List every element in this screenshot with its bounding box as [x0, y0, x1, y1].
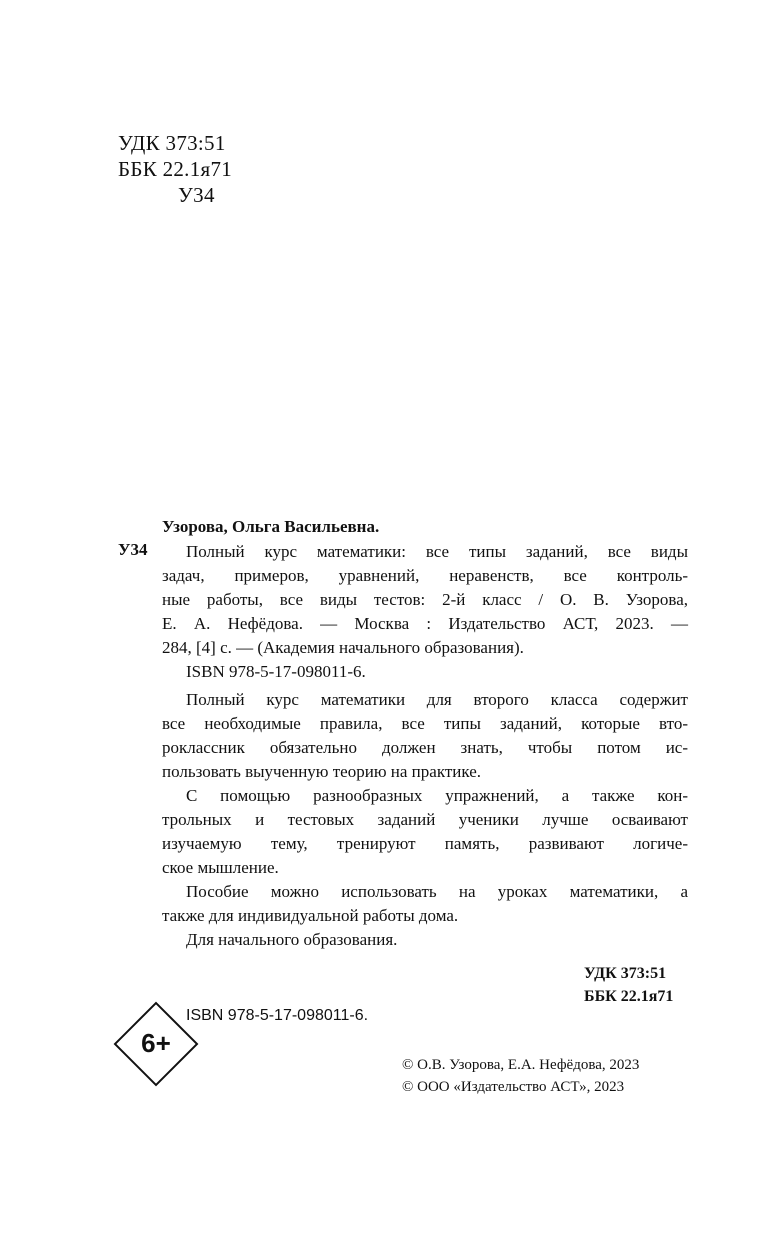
author-mark-margin: У34 — [118, 540, 148, 559]
annotation-paragraph — [162, 928, 688, 952]
annotation-line: ское мышление. — [162, 858, 279, 877]
age-rating-label: 6+ — [141, 1028, 171, 1058]
author-mark: У34 — [178, 183, 215, 207]
biblio-line: Е. А. Нефёдова. — Москва : Издательство АСТ, 2023. — — [162, 614, 688, 633]
annotation-line: изучаемую тему, тренируют память, развивают логиче- — [162, 834, 688, 853]
copyright-block — [402, 1054, 639, 1098]
biblio-line: ные работы, все виды тестов: 2-й класс / О. В. Узорова, — [162, 590, 688, 609]
annotation-paragraph — [162, 688, 688, 784]
annotation-line: Пособие можно использовать на уроках математики, а — [186, 882, 688, 901]
annotation — [162, 688, 688, 952]
annotation-paragraph — [162, 880, 688, 928]
author-heading: Узорова, Ольга Васильевна. — [162, 517, 380, 536]
bibliographic-description — [162, 540, 688, 660]
udk-code: УДК 373:51 — [118, 131, 226, 155]
isbn-main: ISBN 978-5-17-098011-6. — [186, 662, 366, 681]
annotation-line: С помощью разнообразных упражнений, а также кон- — [186, 786, 688, 805]
annotation-line: также для индивидуальной работы дома. — [162, 906, 459, 925]
copyright-line: © О.В. Узорова, Е.А. Нефёдова, 2023 — [402, 1057, 640, 1073]
annotation-line: роклассник обязательно должен знать, чтобы потом ис- — [162, 738, 688, 757]
copyright-line: © ООО «Издательство АСТ», 2023 — [402, 1079, 625, 1095]
bbk-code-bottom: ББК 22.1я71 — [584, 988, 674, 1005]
annotation-line: пользовать выученную теорию на практике. — [162, 762, 482, 781]
classification-codes-bottom — [584, 962, 673, 1008]
annotation-line: все необходимые правила, все типы заданий, которые вто- — [162, 714, 688, 733]
biblio-line: 284, [4] с. — (Академия начального образования). — [162, 638, 524, 657]
annotation-line: трольных и тестовых заданий ученики лучше осваивают — [162, 810, 688, 829]
biblio-line: Полный курс математики: все типы заданий, все виды — [186, 542, 688, 561]
biblio-line: задач, примеров, уравнений, неравенств, все контроль- — [162, 566, 688, 585]
classification-codes-top — [118, 130, 232, 208]
annotation-line: Полный курс математики для второго класса содержит — [186, 690, 688, 709]
bbk-code: ББК 22.1я71 — [118, 157, 233, 181]
isbn-footer: ISBN 978-5-17-098011-6. — [186, 1007, 369, 1024]
annotation-line: Для начального образования. — [186, 930, 398, 949]
udk-code-bottom: УДК 373:51 — [584, 965, 667, 982]
annotation-paragraph — [162, 784, 688, 880]
